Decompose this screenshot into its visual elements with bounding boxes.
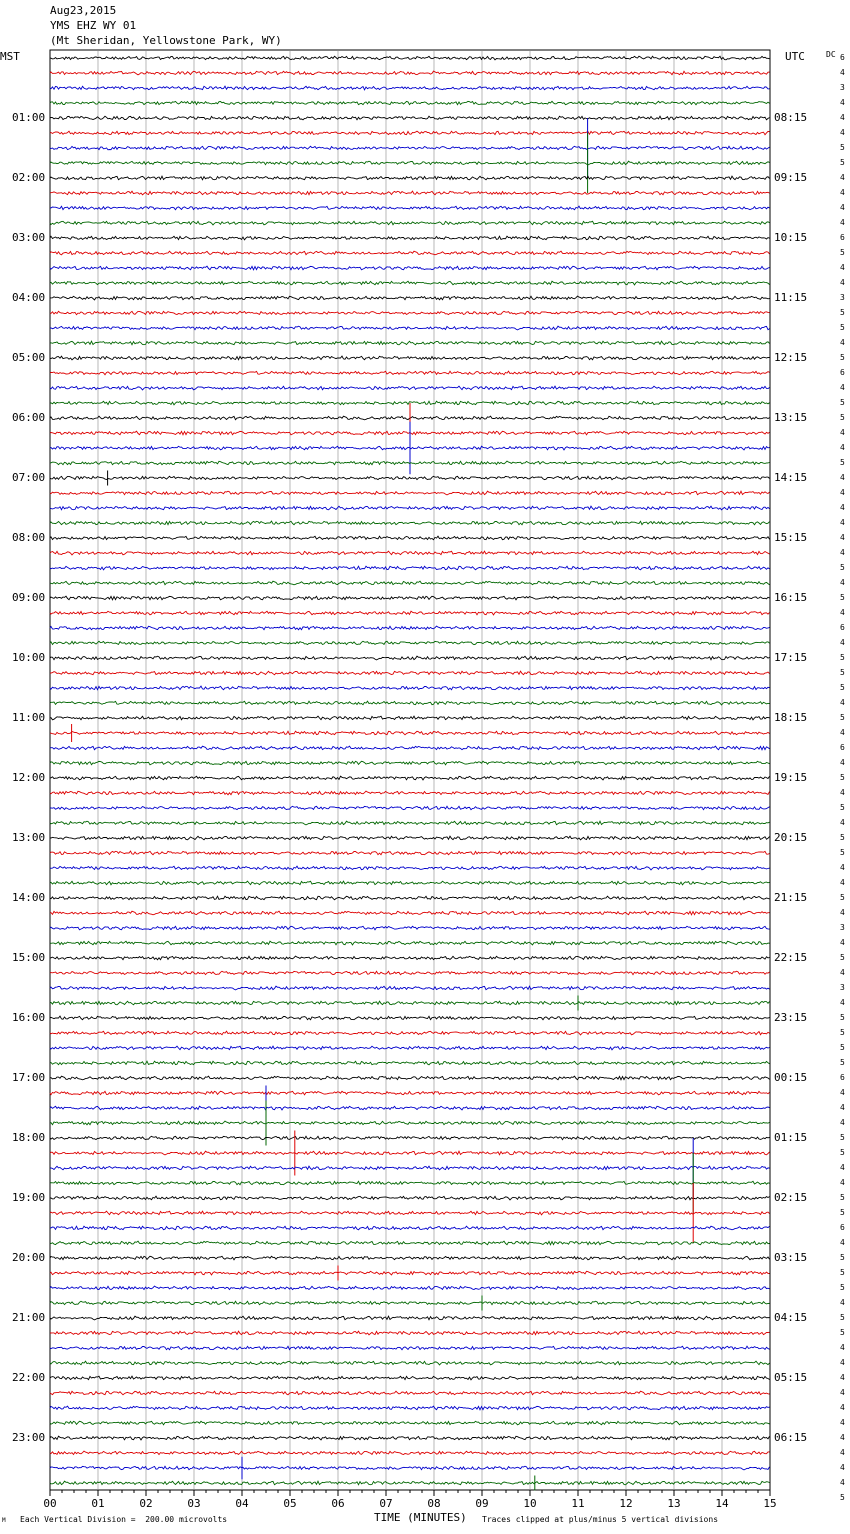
left-hour-label: 14:00 — [12, 891, 46, 904]
x-tick-label: 02 — [139, 1497, 153, 1510]
dc-offset: 5 — [840, 953, 845, 962]
seismic-trace — [50, 746, 770, 750]
dc-offset: 5 — [840, 248, 845, 257]
dc-offset: 4 — [840, 203, 845, 212]
seismic-trace — [50, 86, 770, 90]
dc-offset: 5 — [840, 143, 845, 152]
header-station: YMS EHZ WY 01 — [50, 19, 137, 32]
dc-offset: 5 — [840, 1253, 845, 1262]
seismic-trace — [50, 851, 770, 855]
left-hour-label: 19:00 — [12, 1191, 46, 1204]
seismic-trace — [50, 356, 770, 360]
seismic-trace — [50, 1196, 770, 1200]
seismic-trace — [50, 116, 770, 120]
dc-offset: 4 — [840, 1178, 845, 1187]
seismic-trace — [50, 1181, 770, 1184]
seismic-trace — [50, 386, 770, 390]
dc-offset: 4 — [840, 998, 845, 1007]
dc-offset: 5 — [840, 1028, 845, 1037]
dc-offset: 4 — [840, 1433, 845, 1442]
dc-offset: 5 — [840, 323, 845, 332]
dc-offset: 4 — [840, 608, 845, 617]
dc-offset: 4 — [840, 1118, 845, 1127]
dc-offset: 4 — [840, 1103, 845, 1112]
seismic-trace — [50, 1166, 770, 1170]
dc-offset: 5 — [840, 593, 845, 602]
right-hour-label: 01:15 — [774, 1131, 808, 1144]
dc-offset: 6 — [840, 233, 845, 242]
seismic-trace — [50, 671, 770, 675]
seismic-trace — [50, 1121, 770, 1125]
dc-offset: 6 — [840, 53, 845, 62]
x-axis-label: TIME (MINUTES) — [374, 1511, 467, 1524]
right-hour-label: 06:15 — [774, 1431, 808, 1444]
dc-offset: 4 — [840, 698, 845, 707]
right-hour-label: 16:15 — [774, 591, 808, 604]
dc-offset: 4 — [840, 818, 845, 827]
dc-offset: 5 — [840, 1283, 845, 1292]
dc-offset: 3 — [840, 83, 845, 92]
dc-offset: 5 — [840, 1058, 845, 1067]
dc-offset: 4 — [840, 968, 845, 977]
left-hour-label: 01:00 — [12, 111, 46, 124]
right-timezone-label: UTC — [785, 50, 805, 63]
dc-offset: 4 — [840, 1463, 845, 1472]
x-tick-label: 12 — [619, 1497, 633, 1510]
dc-offset: 5 — [840, 158, 845, 167]
seismic-trace — [50, 1226, 770, 1230]
seismic-trace — [50, 1076, 770, 1080]
x-tick-label: 13 — [667, 1497, 681, 1510]
dc-offset: 4 — [840, 383, 845, 392]
dc-offset: 3 — [840, 293, 845, 302]
seismic-trace — [50, 71, 770, 75]
dc-offset: 4 — [840, 863, 845, 872]
dc-offset: 4 — [840, 1358, 845, 1367]
dc-offset: 4 — [840, 548, 845, 557]
seismic-trace — [50, 131, 770, 135]
dc-offset: 5 — [840, 653, 845, 662]
dc-offset: 4 — [840, 1418, 845, 1427]
dc-offset: 5 — [840, 833, 845, 842]
seismic-trace — [50, 926, 770, 930]
left-hour-label: 07:00 — [12, 471, 46, 484]
right-hour-label: 17:15 — [774, 651, 808, 664]
x-tick-label: 05 — [283, 1497, 297, 1510]
left-hour-label: 22:00 — [12, 1371, 46, 1384]
dc-offset: 4 — [840, 188, 845, 197]
seismic-trace — [50, 281, 770, 285]
left-hour-label: 02:00 — [12, 171, 46, 184]
x-tick-label: 01 — [91, 1497, 105, 1510]
left-hour-label: 03:00 — [12, 231, 46, 244]
dc-offset: 4 — [840, 488, 845, 497]
left-hour-label: 09:00 — [12, 591, 46, 604]
seismic-trace — [50, 641, 770, 644]
dc-offset: 6 — [840, 1223, 845, 1232]
dc-offset: 5 — [840, 773, 845, 782]
x-tick-label: 14 — [715, 1497, 729, 1510]
seismic-trace — [50, 1091, 770, 1095]
right-hour-label: 04:15 — [774, 1311, 808, 1324]
left-hour-label: 11:00 — [12, 711, 46, 724]
seismic-trace — [50, 221, 770, 225]
left-hour-label: 16:00 — [12, 1011, 46, 1024]
dc-offset: 5 — [840, 848, 845, 857]
seismic-trace — [50, 1031, 770, 1035]
seismic-trace — [50, 1271, 770, 1275]
seismic-trace — [50, 326, 770, 330]
seismic-trace — [50, 1451, 770, 1455]
left-hour-label: 04:00 — [12, 291, 46, 304]
seismic-trace — [50, 1001, 770, 1005]
right-hour-label: 12:15 — [774, 351, 808, 364]
dc-offset: 4 — [840, 98, 845, 107]
seismic-trace — [50, 581, 770, 585]
seismic-trace — [50, 1046, 770, 1050]
dc-offset: 5 — [840, 398, 845, 407]
seismic-trace — [50, 791, 770, 795]
seismic-trace — [50, 1136, 770, 1140]
header-location: (Mt Sheridan, Yellowstone Park, WY) — [50, 34, 282, 47]
right-hour-label: 14:15 — [774, 471, 808, 484]
dc-offset: 4 — [840, 728, 845, 737]
dc-offset: 4 — [840, 1343, 845, 1352]
seismic-trace — [50, 716, 770, 720]
seismic-trace — [50, 506, 770, 510]
seismic-trace — [50, 956, 770, 960]
x-tick-label: 08 — [427, 1497, 441, 1510]
seismic-trace — [50, 1106, 770, 1110]
seismic-trace — [50, 821, 770, 825]
right-hour-label: 08:15 — [774, 111, 808, 124]
dc-offset: 5 — [840, 353, 845, 362]
right-hour-label: 20:15 — [774, 831, 808, 844]
right-hour-label: 05:15 — [774, 1371, 808, 1384]
seismic-trace — [50, 296, 770, 300]
dc-offset: 5 — [840, 1268, 845, 1277]
seismic-trace — [50, 656, 770, 660]
dc-offset: 4 — [840, 758, 845, 767]
seismic-trace — [50, 1361, 770, 1365]
seismic-trace — [50, 1286, 770, 1290]
seismic-trace — [50, 986, 770, 990]
seismic-trace — [50, 146, 770, 150]
dc-offset: 4 — [840, 1373, 845, 1382]
dc-offset: 4 — [840, 938, 845, 947]
dc-offset: 4 — [840, 1238, 845, 1247]
right-hour-label: 22:15 — [774, 951, 808, 964]
seismic-trace — [50, 191, 770, 195]
right-hour-label: 10:15 — [774, 231, 808, 244]
seismic-trace — [50, 701, 770, 705]
right-hour-label: 23:15 — [774, 1011, 808, 1024]
x-tick-label: 11 — [571, 1497, 585, 1510]
dc-offset: 5 — [840, 1328, 845, 1337]
dc-offset: 4 — [840, 578, 845, 587]
dc-offset: 5 — [840, 563, 845, 572]
seismic-trace — [50, 1016, 770, 1020]
dc-offset: 4 — [840, 908, 845, 917]
left-timezone-label: MST — [0, 50, 20, 63]
dc-offset: 4 — [840, 218, 845, 227]
seismic-trace — [50, 611, 770, 615]
seismic-trace — [50, 761, 770, 765]
dc-offset: 3 — [840, 923, 845, 932]
seismic-trace — [50, 626, 770, 630]
right-hour-label: 13:15 — [774, 411, 808, 424]
seismic-trace — [50, 476, 770, 479]
seismic-trace — [50, 371, 770, 375]
left-hour-label: 20:00 — [12, 1251, 46, 1264]
dc-offset: 4 — [840, 113, 845, 122]
dc-offset: 4 — [840, 1298, 845, 1307]
seismic-trace — [50, 551, 770, 555]
x-tick-label: 09 — [475, 1497, 489, 1510]
dc-offset: 5 — [840, 1193, 845, 1202]
seismic-trace — [50, 311, 770, 314]
dc-offset: 4 — [840, 503, 845, 512]
x-tick-label: 03 — [187, 1497, 201, 1510]
left-hour-label: 18:00 — [12, 1131, 46, 1144]
seismic-trace — [50, 176, 770, 180]
dc-offset: 4 — [840, 128, 845, 137]
seismic-trace — [50, 1331, 770, 1335]
seismic-trace — [50, 521, 770, 525]
seismic-trace — [50, 1391, 770, 1395]
dc-offset: 6 — [840, 623, 845, 632]
seismic-trace — [50, 1436, 770, 1440]
seismic-trace — [50, 101, 770, 105]
dc-offset: 4 — [840, 68, 845, 77]
dc-offset: 4 — [840, 1163, 845, 1172]
seismic-trace — [50, 686, 770, 690]
seismic-trace — [50, 56, 770, 60]
x-tick-label: 00 — [43, 1497, 57, 1510]
seismic-trace — [50, 971, 770, 975]
x-tick-label: 15 — [763, 1497, 777, 1510]
seismic-trace — [50, 236, 770, 240]
header-date: Aug23,2015 — [50, 4, 117, 17]
seismic-trace — [50, 896, 770, 900]
left-hour-label: 12:00 — [12, 771, 46, 784]
clip-note: Traces clipped at plus/minus 5 vertical divisions — [482, 1515, 719, 1524]
right-hour-label: 19:15 — [774, 771, 808, 784]
seismic-trace — [50, 731, 770, 735]
dc-offset: 4 — [840, 443, 845, 452]
dc-offset: 4 — [840, 638, 845, 647]
dc-offset: 4 — [840, 1088, 845, 1097]
seismic-trace — [50, 161, 770, 165]
seismic-trace — [50, 941, 770, 945]
dc-offset: 5 — [840, 803, 845, 812]
seismic-trace — [50, 1241, 770, 1245]
dc-offset: 4 — [840, 1388, 845, 1397]
seismic-trace — [50, 266, 770, 270]
seismic-trace — [50, 1466, 770, 1470]
seismic-trace — [50, 866, 770, 870]
seismic-trace — [50, 806, 770, 809]
seismic-trace — [50, 1256, 770, 1260]
left-hour-label: 21:00 — [12, 1311, 46, 1324]
left-hour-label: 13:00 — [12, 831, 46, 844]
dc-offset: 5 — [840, 1043, 845, 1052]
dc-offset: 6 — [840, 743, 845, 752]
corner-mark: M — [2, 1517, 6, 1524]
right-hour-label: 00:15 — [774, 1071, 808, 1084]
right-hour-label: 03:15 — [774, 1251, 808, 1264]
dc-offset: 4 — [840, 338, 845, 347]
dc-offset: 5 — [840, 1313, 845, 1322]
dc-offset: 4 — [840, 788, 845, 797]
seismic-trace — [50, 206, 770, 210]
left-hour-label: 15:00 — [12, 951, 46, 964]
right-hour-label: 15:15 — [774, 531, 808, 544]
dc-offset: 4 — [840, 533, 845, 542]
left-hour-label: 05:00 — [12, 351, 46, 364]
dc-offset: 5 — [840, 413, 845, 422]
x-tick-label: 06 — [331, 1497, 345, 1510]
dc-offset: 6 — [840, 1073, 845, 1082]
dc-offset: 4 — [840, 518, 845, 527]
seismic-trace — [50, 341, 770, 345]
dc-offset: 4 — [840, 1478, 845, 1487]
scale-note: Each Vertical Division = 200.00 microvolts — [20, 1515, 228, 1524]
dc-offset: 3 — [840, 983, 845, 992]
seismic-trace — [50, 1061, 770, 1065]
dc-offset: 4 — [840, 473, 845, 482]
dc-offset: 5 — [840, 1148, 845, 1157]
right-hour-label: 18:15 — [774, 711, 808, 724]
seismic-trace — [50, 491, 770, 495]
dc-offset: 4 — [840, 1448, 845, 1457]
dc-offset: 4 — [840, 173, 845, 182]
dc-offset: 4 — [840, 1403, 845, 1412]
dc-offset: 5 — [840, 893, 845, 902]
seismic-trace — [50, 1151, 770, 1155]
left-hour-label: 17:00 — [12, 1071, 46, 1084]
seismic-trace — [50, 1211, 770, 1215]
seismic-trace — [50, 1301, 770, 1305]
dc-offset: 5 — [840, 308, 845, 317]
seismic-trace — [50, 1346, 770, 1350]
left-hour-label: 23:00 — [12, 1431, 46, 1444]
dc-offset: 5 — [840, 1208, 845, 1217]
dc-offset: 4 — [840, 428, 845, 437]
x-tick-label: 07 — [379, 1497, 393, 1510]
dc-offset: 6 — [840, 368, 845, 377]
seismic-trace — [50, 536, 770, 540]
dc-offset: 5 — [840, 683, 845, 692]
x-tick-label: 04 — [235, 1497, 249, 1510]
seismic-trace — [50, 881, 770, 885]
seismic-trace — [50, 1376, 770, 1380]
seismic-trace — [50, 911, 770, 915]
dc-offset: 5 — [840, 458, 845, 467]
seismic-trace — [50, 776, 770, 780]
seismic-trace — [50, 566, 770, 570]
seismic-trace — [50, 836, 770, 840]
right-hour-label: 02:15 — [774, 1191, 808, 1204]
dc-offset: 5 — [840, 668, 845, 677]
left-hour-label: 10:00 — [12, 651, 46, 664]
dc-offset: 4 — [840, 263, 845, 272]
left-hour-label: 08:00 — [12, 531, 46, 544]
seismic-trace — [50, 1406, 770, 1410]
dc-offset: 4 — [840, 878, 845, 887]
seismic-trace — [50, 1421, 770, 1425]
seismic-trace — [50, 1316, 770, 1320]
dc-offset: 5 — [840, 1493, 845, 1502]
right-hour-label: 11:15 — [774, 291, 808, 304]
seismic-trace — [50, 251, 770, 255]
seismic-trace — [50, 1481, 770, 1485]
seismic-trace — [50, 596, 770, 600]
dc-offset: 5 — [840, 713, 845, 722]
left-hour-label: 06:00 — [12, 411, 46, 424]
dc-offset: 5 — [840, 1133, 845, 1142]
right-hour-label: 09:15 — [774, 171, 808, 184]
dc-offset: 5 — [840, 1013, 845, 1022]
right-hour-label: 21:15 — [774, 891, 808, 904]
x-tick-label: 10 — [523, 1497, 537, 1510]
dc-label: DC — [826, 50, 836, 59]
dc-offset: 4 — [840, 278, 845, 287]
